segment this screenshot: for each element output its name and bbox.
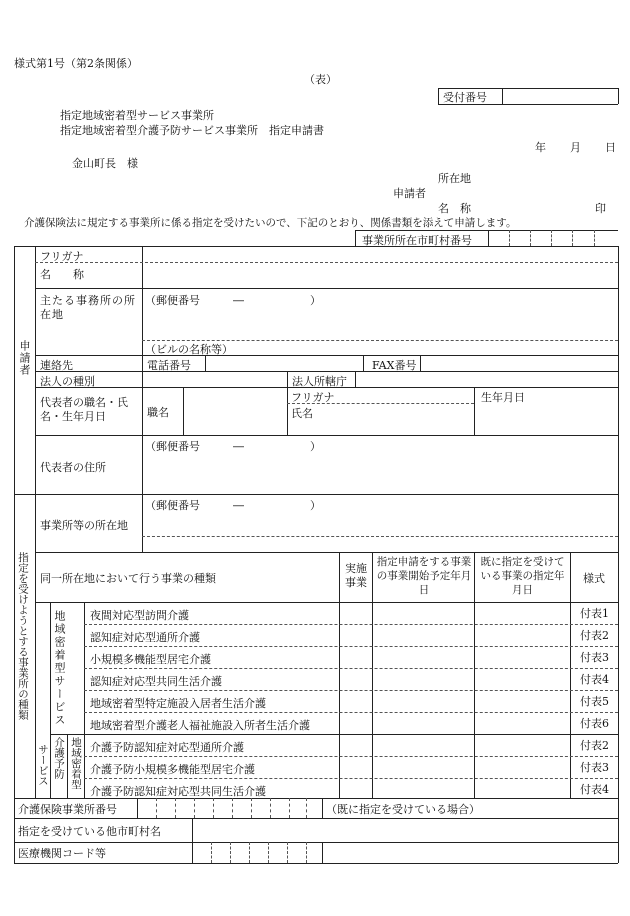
service-form: 付表4 bbox=[580, 673, 609, 686]
furigana-label: フリガナ bbox=[40, 250, 84, 263]
applicant-name-label: 名 称 bbox=[438, 202, 471, 215]
service-form: 付表4 bbox=[580, 783, 609, 796]
date-year: 年 bbox=[535, 141, 546, 154]
title-line-2: 指定地域密着型介護予防サービス事業所 指定申請書 bbox=[60, 124, 324, 137]
service-form: 付表3 bbox=[580, 651, 609, 664]
community-group-label: 地域密着型サービス bbox=[53, 610, 66, 727]
date-day: 日 bbox=[605, 141, 616, 154]
seal-label: 印 bbox=[595, 202, 606, 215]
service-form: 付表3 bbox=[580, 761, 609, 774]
implementation-cell[interactable] bbox=[340, 669, 371, 689]
other-municipality-field[interactable] bbox=[193, 819, 617, 841]
service-form: 付表5 bbox=[580, 695, 609, 708]
phone-label: 電話番号 bbox=[147, 359, 191, 372]
rep-furigana-label: フリガナ bbox=[291, 391, 335, 404]
main-office-building: （ビルの名称等） bbox=[145, 343, 233, 356]
service-name: 介護予防認知症対応型通所介護 bbox=[90, 741, 244, 754]
position-label: 職名 bbox=[147, 406, 169, 419]
service-form: 付表6 bbox=[580, 717, 609, 730]
main-office-postal: （郵便番号 ― ） bbox=[145, 294, 321, 307]
implementation-cell[interactable] bbox=[340, 691, 371, 711]
fax-field[interactable] bbox=[421, 356, 617, 370]
service-form: 付表2 bbox=[580, 629, 609, 642]
applicant-side-label: 申請者 bbox=[18, 340, 31, 376]
service-name: 認知症対応型通所介護 bbox=[90, 631, 200, 644]
date-month: 月 bbox=[570, 141, 581, 154]
service-name: 認知症対応型共同生活介護 bbox=[90, 675, 222, 688]
birth-date-label: 生年月日 bbox=[481, 391, 525, 404]
office-postal: （郵便番号 ― ） bbox=[145, 499, 321, 512]
service-name: 夜間対応型訪問介護 bbox=[90, 609, 189, 622]
corp-authority-label: 法人所轄庁 bbox=[292, 375, 347, 388]
insurance-number-label: 介護保険事業所番号 bbox=[18, 803, 117, 816]
implementation-cell[interactable] bbox=[340, 735, 371, 755]
phone-field[interactable] bbox=[206, 356, 362, 370]
service-name: 地域密着型介護老人福祉施設入所者生活介護 bbox=[90, 719, 310, 732]
implementation-cell[interactable] bbox=[340, 713, 371, 733]
corp-type-label: 法人の種別 bbox=[40, 375, 95, 388]
medical-code-label: 医療機関コード等 bbox=[18, 847, 106, 860]
service-types-header: 同一所在地において行う事業の種類 bbox=[40, 572, 216, 585]
implementation-cell[interactable] bbox=[340, 603, 371, 623]
prevention-group-c: サービス bbox=[37, 744, 49, 786]
designated-date-header: 既に指定を受けている事業の指定年月日 bbox=[480, 556, 565, 596]
service-name: 小規模多機能型居宅介護 bbox=[90, 653, 211, 666]
applicant-label: 申請者 bbox=[393, 187, 426, 200]
service-name: 地域密着型特定施設入居者生活介護 bbox=[90, 697, 266, 710]
implementation-cell[interactable] bbox=[340, 647, 371, 667]
implementation-cell[interactable] bbox=[340, 779, 371, 797]
furigana-field[interactable] bbox=[143, 247, 617, 261]
addressee: 金山町長 様 bbox=[72, 157, 138, 170]
rep-name-label: 氏名 bbox=[291, 407, 313, 420]
start-date-header: 指定申請をする事業の事業開始予定年月日 bbox=[376, 556, 472, 596]
receipt-number-field[interactable] bbox=[503, 89, 617, 103]
title-line-1: 指定地域密着型サービス事業所 bbox=[60, 109, 214, 122]
service-name: 介護予防小規模多機能型居宅介護 bbox=[90, 763, 255, 776]
rep-postal: （郵便番号 ― ） bbox=[145, 440, 321, 453]
form-side: （表） bbox=[304, 73, 337, 86]
insurance-note: （既に指定を受けている場合） bbox=[326, 803, 480, 816]
other-municipality-label: 指定を受けている他市町村名 bbox=[18, 825, 161, 838]
implementation-cell[interactable] bbox=[340, 757, 371, 777]
format-header: 様式 bbox=[583, 572, 605, 585]
prevention-group-a: 地域密着型 bbox=[70, 737, 82, 790]
name-field[interactable] bbox=[143, 263, 617, 287]
service-name: 介護予防認知症対応型共同生活介護 bbox=[90, 785, 266, 798]
main-office-label: 主たる事務所の所在地 bbox=[40, 294, 136, 321]
fax-label: FAX番号 bbox=[372, 359, 417, 372]
form-id: 様式第1号（第2条関係） bbox=[14, 57, 138, 70]
implementation-header: 実施事業 bbox=[345, 562, 367, 589]
facility-side-label: 指定を受けようとする事業所の種類 bbox=[17, 552, 29, 720]
name-label: 名 称 bbox=[40, 268, 84, 281]
receipt-label: 受付番号 bbox=[443, 91, 487, 104]
office-address-label: 事業所等の所在地 bbox=[40, 519, 128, 532]
implementation-cell[interactable] bbox=[340, 625, 371, 645]
service-form: 付表2 bbox=[580, 739, 609, 752]
statement: 介護保険法に規定する事業所に係る指定を受けたいので、下記のとおり、関係書類を添えて申請します。 bbox=[24, 217, 517, 229]
municipality-code-label: 事業所所在市町村番号 bbox=[362, 234, 472, 247]
rep-address-label: 代表者の住所 bbox=[40, 461, 106, 474]
rep-title-label: 代表者の職名・氏名・生年月日 bbox=[40, 396, 128, 423]
prevention-group-b: 介護予防 bbox=[53, 737, 65, 779]
service-form: 付表1 bbox=[580, 607, 609, 620]
applicant-address-label: 所在地 bbox=[438, 172, 471, 185]
contact-label: 連絡先 bbox=[40, 359, 73, 372]
